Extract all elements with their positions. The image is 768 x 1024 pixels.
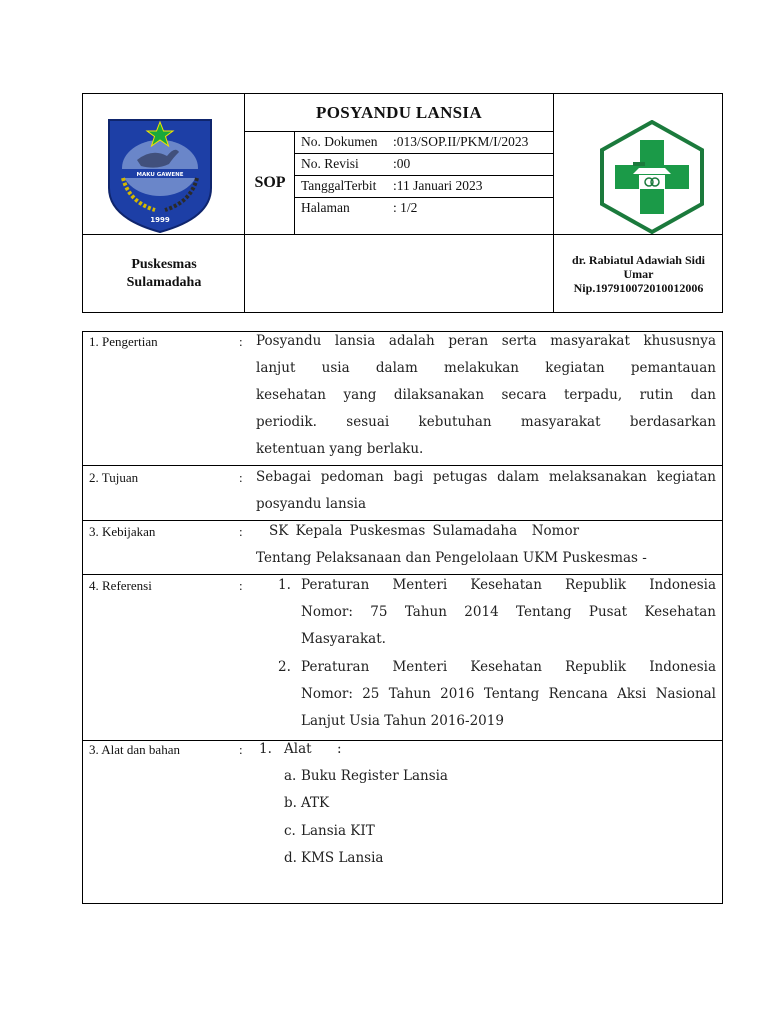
list-item-line: Peraturan Menteri Kesehatan Republik Indonesia [301, 577, 716, 593]
section-text-line: Sebagai pedoman bagi petugas dalam melaksanakan kegiatan [256, 469, 716, 485]
doc-field-row [295, 175, 553, 197]
list-number: 1. [259, 741, 272, 757]
section-text-line: periodik. sesuai kebutuhan masyarakat berdasarkan [256, 414, 716, 430]
doctor-name: dr. Rabiatul Adawiah Sidi [572, 253, 705, 267]
list-item-line: Nomor: 25 Tahun 2016 Tentang Rencana Aksi Nasional [301, 686, 716, 702]
section-label: 1. Pengertian [89, 334, 158, 349]
section-colon: : [239, 578, 243, 593]
document-title: POSYANDU LANSIA [316, 102, 482, 122]
list-letter: a. [284, 768, 297, 784]
field-value: :013/SOP.II/PKM/I/2023 [393, 134, 529, 149]
field-value: :00 [393, 156, 411, 171]
section-text-line: posyandu lansia [256, 496, 367, 512]
doc-field-row [295, 197, 553, 219]
puskesmas-name [83, 234, 245, 314]
list-item: ATK [301, 795, 330, 811]
list-item-line: Nomor: 75 Tahun 2014 Tentang Pusat Kesehatan [301, 604, 716, 620]
doctor-nip: Nip.197910072010012006 [573, 281, 704, 295]
field-value: : 1/2 [393, 200, 418, 215]
section-colon: : [239, 334, 243, 349]
sop-header [82, 93, 723, 313]
section-label: 4. Referensi [89, 578, 152, 593]
list-letter: b. [284, 795, 297, 811]
section-text-line: Posyandu lansia adalah peran serta masyarakat khususnya [256, 333, 716, 349]
section-colon: : [239, 524, 243, 539]
puskesmas-line: Sulamadaha [126, 275, 202, 290]
section-label: 3. Kebijakan [89, 524, 156, 539]
section-text-line: Tentang Pelaksanaan dan Pengelolaan UKM Puskesmas - [256, 550, 647, 566]
doctor-signature-block [553, 234, 724, 314]
field-key: Halaman [301, 200, 350, 215]
svg-text:MAKU GAWENE: MAKU GAWENE [136, 172, 184, 178]
list-letter: c. [284, 823, 296, 839]
list-item: Buku Register Lansia [301, 768, 448, 784]
list-heading-colon: : [337, 741, 342, 757]
doctor-name: Umar [623, 267, 654, 281]
section-text-line: SK Kepala Puskesmas Sulamadaha Nomor [269, 523, 580, 539]
section-colon: : [239, 742, 243, 757]
puskesmas-logo-icon [599, 120, 705, 239]
list-item-line: Masyarakat. [301, 631, 386, 647]
section-text-line: lanjut usia dalam melakukan kegiatan pemantauan [256, 360, 716, 376]
list-number: 1. [278, 577, 291, 593]
sop-label: SOP [254, 173, 286, 191]
list-item-line: Lanjut Usia Tahun 2016-2019 [301, 713, 504, 729]
list-item-line: Peraturan Menteri Kesehatan Republik Indonesia [301, 659, 716, 675]
list-item: Lansia KIT [301, 823, 375, 839]
field-key: No. Dokumen [301, 134, 378, 149]
section-label: 2. Tujuan [89, 470, 139, 485]
field-key: No. Revisi [301, 156, 359, 171]
sop-content-table [82, 331, 723, 904]
section-text-line: kesehatan yang dilaksanakan secara terpadu, rutin dan [256, 387, 716, 403]
list-letter: d. [284, 850, 297, 866]
regional-emblem-icon [107, 118, 213, 239]
field-value: :11 Januari 2023 [393, 178, 483, 193]
svg-text:1999: 1999 [150, 216, 170, 224]
doc-field-row [295, 131, 553, 153]
field-key: TanggalTerbit [301, 178, 377, 193]
doc-field-row [295, 153, 553, 175]
list-heading: Alat [284, 741, 312, 757]
puskesmas-line: Puskesmas [131, 257, 197, 272]
section-text-line: ketentuan yang berlaku. [256, 441, 424, 457]
section-label: 3. Alat dan bahan [89, 742, 180, 757]
section-colon: : [239, 470, 243, 485]
list-number: 2. [278, 659, 291, 675]
list-item: KMS Lansia [301, 850, 384, 866]
